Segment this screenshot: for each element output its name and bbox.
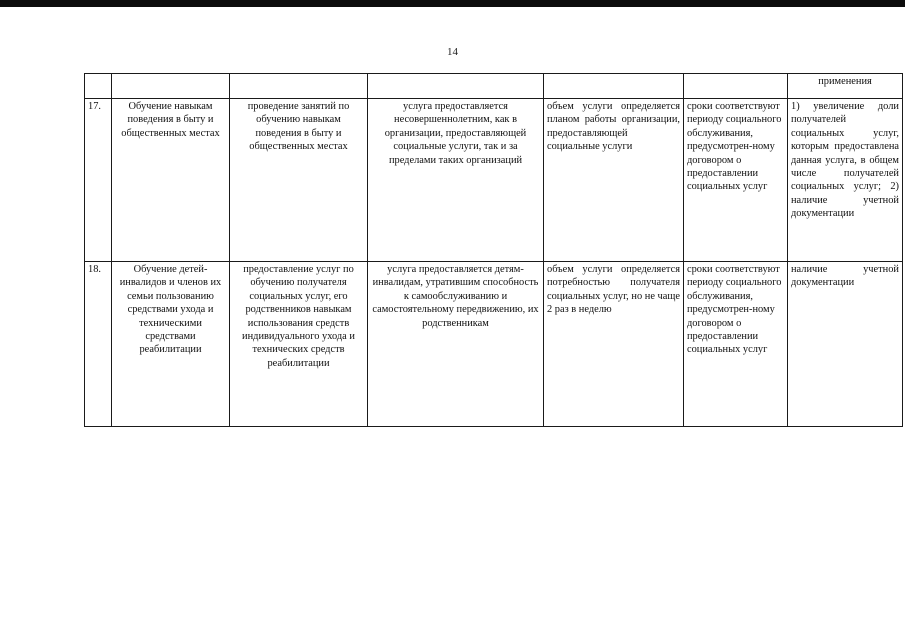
row-number: 17.	[85, 99, 112, 262]
table-row-continuation	[85, 74, 903, 99]
service-conditions: услуга предоставляется детям-инвалидам, утратившим способность к самообслуживанию и самостоятельному передвижению, их родственникам	[368, 262, 544, 427]
service-content: проведение занятий по обучению навыкам поведения в быту и общественных местах	[230, 99, 368, 262]
service-terms: сроки соответствуют периоду социального обслуживания, предусмотрен-ному договором о предоставлении социальных услуг	[684, 262, 788, 427]
scan-top-edge	[0, 0, 905, 7]
service-indicators: 1) увеличение доли получателей социальных услуг, которым предоставлена данная услуга, в общем числе получателей социальных услуг; 2) наличие учетной документации	[788, 99, 903, 262]
page-number: 14	[447, 46, 458, 58]
table-row	[85, 262, 903, 427]
row-number: 18.	[85, 262, 112, 427]
table-cell	[368, 74, 544, 99]
table-cell	[85, 74, 112, 99]
table-cell-indicator-continued: применения	[788, 74, 903, 99]
service-name: Обучение детей-инвалидов и членов их семьи пользованию средствами ухода и техническими средствами реабилитации	[112, 262, 230, 427]
service-name: Обучение навыкам поведения в быту и общественных местах	[112, 99, 230, 262]
services-table	[84, 73, 903, 427]
table-cell	[230, 74, 368, 99]
service-indicators: наличие учетной документации	[788, 262, 903, 427]
service-volume: объем услуги определяется планом работы организации, предоставляющей социальные услуги	[544, 99, 684, 262]
table-cell	[112, 74, 230, 99]
service-content: предоставление услуг по обучению получателя социальных услуг, его родственников навыкам использования средств индивидуального ухода и технических средств реабилитации	[230, 262, 368, 427]
service-conditions: услуга предоставляется несовершеннолетним, как в организации, предоставляющей социальные услуги, так и за пределами таких организаций	[368, 99, 544, 262]
table-cell	[684, 74, 788, 99]
service-terms: сроки соответствуют периоду социального обслуживания, предусмотрен-ному договором о предоставлении социальных услуг	[684, 99, 788, 262]
table-cell	[544, 74, 684, 99]
table-row	[85, 99, 903, 262]
service-volume: объем услуги определяется потребностью получателя социальных услуг, но не чаще 2 раз в неделю	[544, 262, 684, 427]
